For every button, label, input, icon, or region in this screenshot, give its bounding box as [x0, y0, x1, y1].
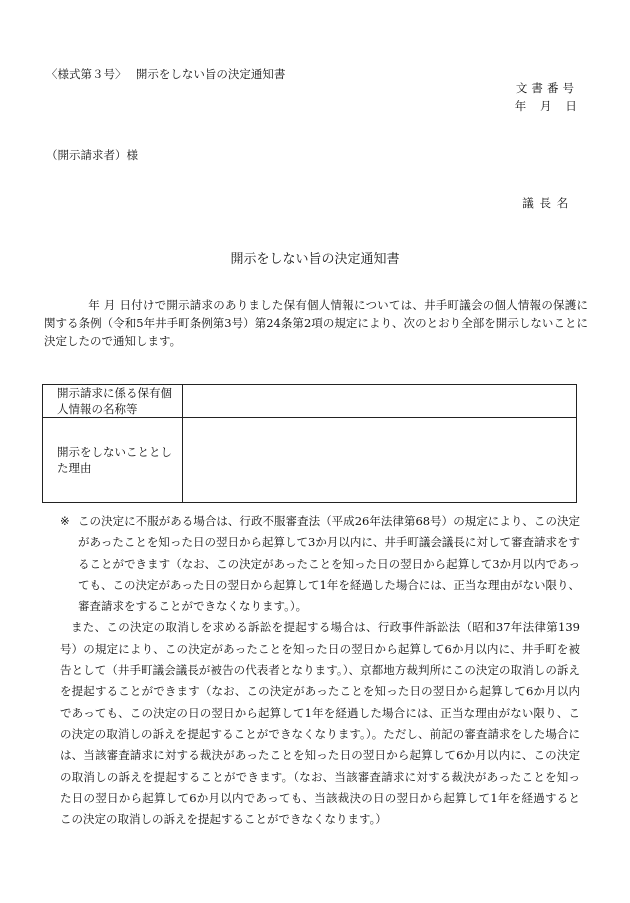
- sender: 議長名: [522, 196, 574, 210]
- row2-value: [183, 418, 577, 503]
- row1-value: [183, 385, 577, 418]
- table-row: [43, 418, 577, 503]
- form-number: 〈様式第３号〉 開示をしない旨の決定通知書: [46, 67, 286, 81]
- intro-paragraph: [44, 296, 588, 350]
- note-paragraph-2: [60, 617, 580, 830]
- notes: [60, 511, 580, 830]
- note-text-2: また、この決定の取消しを求める訴訟を提起する場合は、行政事件訴訟法（昭和37年法律第139号）の規定により、この決定があったことを知った日の翌日から起算して6か月以内に、井手町を被告として（井手町議会議長が被告の代表者となります。）、京都地方裁判所にこの決定の取消しの訴えを提起することができます（なお、この決定があったことを知った日の翌日から起算して6か月以内であっても、この決定の日の翌日から起算して1年を経過した場合には、正当な理由がない限り、この決定の取消しの訴えを提起することができなくなります。）。ただし、前記の審査請求をした場合には、当該審査請求に対する裁決があったことを知った日の翌日から起算して6か月以内に、この決定の取消しの訴えを提起することができます。（なお、当該審査請求に対する裁決があったことを知った日の翌日から起算して6か月以内であっても、当該裁決の日の翌日から起算して1年を経過するとこの決定の取消しの訴えを提起することができなくなります。）: [60, 620, 580, 827]
- note-paragraph-1: [60, 511, 580, 617]
- row2-label: 開示をしないこととした理由: [43, 418, 183, 503]
- note-text-1: この決定に不服がある場合は、行政不服審査法（平成26年法律第68号）の規定により、この決定があったことを知った日の翌日から起算して3か月以内に、井手町議会議長に対して審査請求をすることができます（なお、この決定があったことを知った日の翌日から起算して3か月以内であっても、この決定があった日の翌日から起算して1年を経過した場合には、正当な理由がない限り、審査請求をすることができなくなります。）。: [78, 514, 580, 614]
- info-table: [42, 384, 577, 503]
- note-mark: ※: [60, 514, 70, 528]
- page-title: 開示をしない旨の決定通知書: [230, 252, 400, 267]
- document-date: 年 月 日: [514, 99, 578, 113]
- intro-text: 年 月 日付けで開示請求のありました保有個人情報については、井手町議会の個人情報の保護に関する条例（令和5年井手町条例第3号）第24条第2項の規定により、次のとおり全部を開示しないことに決定したので通知します。: [44, 298, 588, 348]
- row1-label: 開示請求に係る保有個人情報の名称等: [43, 385, 183, 418]
- recipient: （開示請求者）様: [46, 148, 138, 162]
- table-row: [43, 385, 577, 418]
- document-number: 文書番号: [515, 81, 578, 95]
